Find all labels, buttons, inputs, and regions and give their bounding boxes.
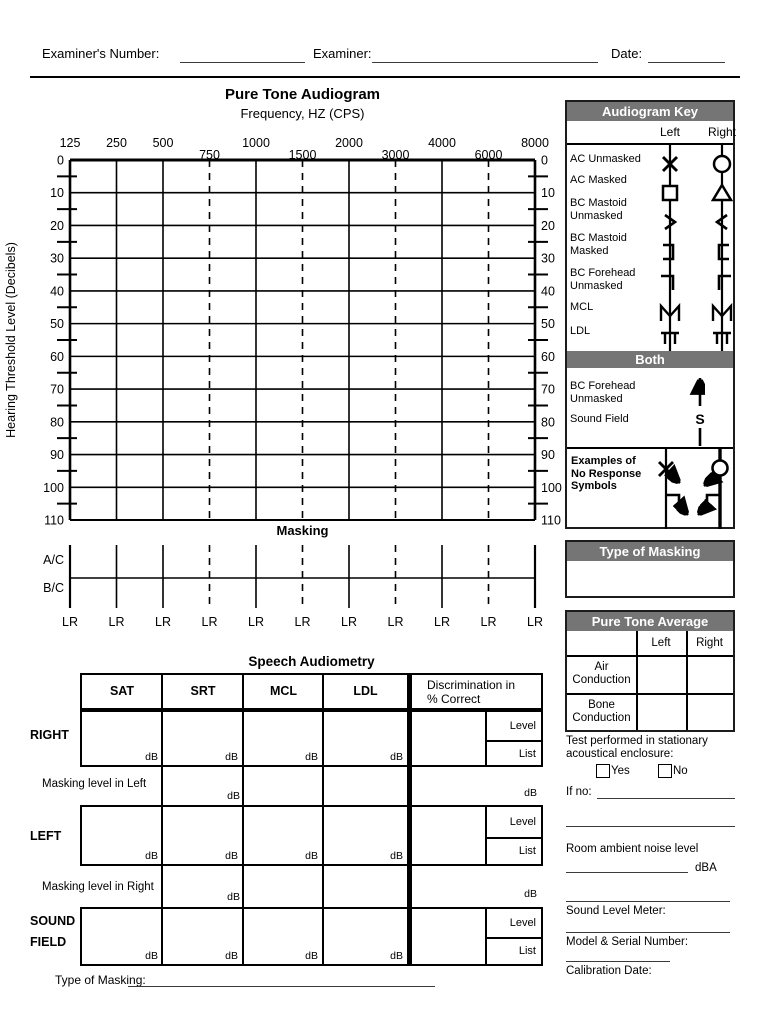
speech-row-right-label: RIGHT	[30, 728, 69, 742]
no-label: No	[673, 765, 688, 777]
sound-level-meter-blank[interactable]	[566, 888, 730, 902]
if-no-blank-1[interactable]	[597, 785, 735, 799]
level-list-divider	[485, 740, 541, 742]
level-label: Level	[509, 720, 536, 732]
pta-cell-air-left[interactable]	[638, 657, 685, 692]
key-row-label-ldl: LDL	[570, 325, 591, 337]
if-no-blank-2[interactable]	[566, 813, 735, 827]
frequency-tick-label: 8000	[521, 136, 549, 150]
type-of-masking-header: Type of Masking	[567, 542, 733, 561]
lr-label: LR	[341, 615, 357, 629]
enclosure-line2: acoustical enclosure:	[566, 748, 674, 760]
db-tick-label-right: 90	[541, 448, 555, 463]
masking-level-right-label: Masking level in Right	[42, 881, 154, 893]
speech-col-divider	[242, 712, 244, 765]
speech-right-row[interactable]	[80, 710, 543, 767]
sound-level-meter-label: Sound Level Meter:	[566, 905, 666, 917]
bracket-open-right-icon	[719, 245, 729, 259]
pta-cell-bone-right[interactable]	[688, 695, 732, 729]
both-section-header: Both	[567, 351, 733, 368]
lr-label: LR	[108, 615, 125, 629]
sound-field-s-symbol: S	[695, 411, 705, 427]
db-tick-label-left: 60	[50, 349, 64, 364]
speech-thick-divider	[407, 909, 412, 964]
db-unit-label: dB	[305, 949, 318, 962]
pta-bone-conduction-label: Bone Conduction	[572, 699, 631, 725]
pure-tone-average-panel	[565, 610, 735, 732]
audiogram-key-symbols	[567, 145, 733, 351]
db-tick-label-right: 20	[541, 218, 555, 233]
date-blank[interactable]	[648, 48, 725, 63]
db-unit-label: dB	[305, 750, 318, 763]
key-row-label-mcl: MCL	[570, 301, 594, 313]
db-tick-label-left: 10	[50, 186, 64, 201]
speech-sound-field-row[interactable]	[80, 907, 543, 966]
speech-col-divider	[322, 767, 324, 805]
speech-col-divider	[161, 909, 163, 964]
room-noise-label: Room ambient noise level	[566, 843, 699, 855]
db-tick-label-left: 90	[50, 448, 64, 463]
audiogram-grid[interactable]	[0, 126, 565, 636]
type-of-masking-blank[interactable]	[128, 972, 435, 987]
db-unit-label: dB	[524, 888, 537, 900]
speech-col-divider	[242, 909, 244, 964]
frequency-tick-label: 3000	[381, 148, 410, 162]
db-unit-label: dB	[145, 750, 158, 763]
db-tick-label-right: 60	[541, 349, 555, 364]
audiogram-key-panel	[565, 100, 735, 529]
db-tick-label-left: 80	[50, 415, 64, 430]
down-left-arrow-icon	[704, 475, 716, 486]
y-axis-title: Hearing Threshold Level (Decibels)	[4, 242, 18, 438]
bracket-no-response-right-icon	[707, 495, 719, 505]
db-unit-label: dB	[390, 750, 403, 763]
examiner-label: Examiner:	[313, 46, 372, 61]
db-unit-label: dB	[225, 949, 238, 962]
down-right-arrow-icon	[669, 473, 680, 483]
db-tick-label-right: 110	[541, 513, 561, 528]
pta-air-conduction-label: Air Conduction	[572, 661, 631, 687]
frequency-tick-label: 4000	[428, 136, 456, 150]
square-icon	[663, 186, 677, 200]
speech-col-divider	[322, 866, 324, 907]
if-no-label: If no:	[566, 786, 592, 798]
type-of-masking-entry-area[interactable]	[567, 561, 733, 596]
level-label: Level	[509, 816, 536, 828]
audiogram-key-header: Audiogram Key	[567, 102, 733, 121]
triangle-icon	[713, 185, 731, 200]
db-tick-label-right: 10	[541, 186, 555, 201]
pta-cell-bone-left[interactable]	[638, 695, 685, 729]
pure-tone-average-header: Pure Tone Average	[567, 612, 733, 631]
speech-col-sat: SAT	[109, 684, 135, 698]
db-tick-label-left: 0	[57, 153, 64, 168]
db-tick-label-right: 50	[541, 317, 555, 332]
speech-col-divider	[322, 807, 324, 864]
examiners-number-blank[interactable]	[180, 48, 305, 63]
speech-row-left-label: LEFT	[30, 829, 62, 843]
frequency-tick-label: 750	[199, 148, 220, 162]
corner-left-icon	[661, 276, 673, 290]
speech-col-divider	[161, 866, 163, 907]
db-unit-label: dB	[227, 891, 240, 903]
db-tick-label-right: 70	[541, 382, 555, 397]
audiogram-title: Pure Tone Audiogram	[224, 86, 380, 103]
frequency-tick-label: 6000	[474, 148, 503, 162]
bracket-open-left-icon	[663, 245, 673, 259]
corner-right-icon	[719, 276, 731, 290]
db-unit-label: dB	[305, 849, 318, 862]
no-response-symbols	[651, 449, 733, 529]
db-unit-label: dB	[145, 849, 158, 862]
frequency-tick-label: 2000	[335, 136, 363, 150]
key-row-label-bc-mastoid-masked: BC Mastoid Masked	[570, 232, 627, 257]
db-tick-label-left: 110	[44, 513, 64, 528]
speech-row-sound-field-label: SOUND FIELD	[30, 914, 76, 949]
db-tick-label-right: 80	[541, 415, 555, 430]
model-serial-blank[interactable]	[566, 919, 730, 933]
lr-label: LR	[155, 615, 171, 629]
lr-label: LR	[434, 615, 450, 629]
db-tick-label-left: 20	[50, 218, 64, 233]
masking-bc-label: B/C	[43, 581, 64, 595]
speech-thick-divider	[407, 712, 412, 765]
no-response-label: Examples of No Response Symbols	[571, 455, 642, 493]
both-bc-forehead-label: BC Forehead Unmasked	[570, 380, 636, 405]
lr-label: LR	[62, 615, 78, 629]
frequency-axis-title: Frequency, HZ (CPS)	[240, 106, 365, 121]
speech-thick-divider	[407, 767, 412, 805]
speech-col-divider	[322, 909, 324, 964]
db-unit-label: dB	[225, 849, 238, 862]
list-label: List	[518, 845, 536, 857]
speech-col-ldl: LDL	[353, 684, 378, 698]
examiners-number-label: Examiner's Number:	[42, 46, 160, 61]
speech-thick-divider	[407, 807, 412, 864]
speech-header-row	[80, 673, 543, 710]
yes-checkbox[interactable]	[596, 764, 610, 778]
db-tick-label-right: 0	[541, 153, 548, 168]
model-serial-label: Model & Serial Number:	[566, 936, 689, 948]
room-noise-blank[interactable]	[566, 859, 688, 873]
key-row-label-ac-masked: AC Masked	[570, 174, 627, 186]
level-label: Level	[509, 917, 536, 929]
speech-col-divider	[242, 866, 244, 907]
speech-left-row[interactable]	[80, 805, 543, 866]
db-tick-label-left: 70	[50, 382, 64, 397]
date-label: Date:	[611, 46, 643, 61]
speech-thick-divider	[407, 675, 412, 708]
list-label: List	[518, 945, 536, 957]
speech-col-divider	[242, 807, 244, 864]
speech-col-divider	[161, 807, 163, 864]
masking-strip-title: Masking	[276, 523, 329, 538]
circle-icon	[714, 156, 730, 172]
calibration-blank[interactable]	[566, 948, 670, 962]
down-right-arrow-icon	[679, 505, 688, 515]
type-of-masking-bottom-label: Type of Masking:	[55, 973, 146, 987]
calibration-label: Calibration Date:	[566, 965, 652, 977]
db-unit-label: dB	[390, 949, 403, 962]
db-unit-label: dB	[225, 750, 238, 763]
circle-no-response-icon	[713, 461, 728, 476]
db-tick-label-left: 50	[50, 317, 64, 332]
speech-col-mcl: MCL	[269, 684, 298, 698]
speech-col-divider	[161, 767, 163, 805]
lr-label: LR	[480, 615, 497, 629]
key-row-label-bc-mastoid-unmasked: BC Mastoid Unmasked	[570, 197, 627, 222]
pta-right-header: Right	[696, 637, 723, 649]
frequency-tick-label: 250	[106, 136, 127, 150]
level-list-divider	[485, 937, 541, 939]
both-symbols	[652, 368, 732, 447]
speech-col-discrimination: Discrimination in % Correct	[427, 678, 516, 706]
dba-label: dBA	[695, 862, 717, 874]
list-label: List	[518, 748, 536, 760]
header-divider	[30, 76, 740, 78]
db-tick-label-right: 40	[541, 284, 555, 299]
speech-col-divider	[242, 767, 244, 805]
lr-label: LR	[387, 615, 404, 629]
pta-cell-air-right[interactable]	[688, 657, 732, 692]
lr-label: LR	[294, 615, 311, 629]
masking-level-left-label: Masking level in Left	[42, 778, 147, 790]
frequency-tick-label: 125	[59, 136, 81, 150]
speech-audiometry-title: Speech Audiometry	[248, 654, 375, 669]
db-unit-label: dB	[145, 949, 158, 962]
db-tick-label-left: 40	[50, 284, 64, 299]
bracket-no-response-left-icon	[667, 495, 679, 505]
db-unit-label: dB	[524, 787, 537, 799]
speech-col-divider	[161, 712, 163, 765]
speech-thick-divider	[407, 866, 412, 907]
db-tick-label-left: 30	[50, 251, 64, 266]
frequency-tick-label: 500	[152, 136, 174, 150]
level-list-divider	[485, 837, 541, 839]
key-row-label-ac-unmasked: AC Unmasked	[570, 153, 641, 165]
enclosure-line1: Test performed in stationary	[566, 735, 708, 747]
frequency-tick-label: 1000	[242, 136, 270, 150]
frequency-tick-label: 1500	[288, 148, 317, 162]
db-tick-label-left: 100	[43, 480, 64, 495]
masking-ac-label: A/C	[43, 553, 64, 567]
type-of-masking-panel	[565, 540, 735, 598]
lr-label: LR	[248, 615, 264, 629]
yes-label: Yes	[611, 765, 630, 777]
speech-col-divider	[322, 712, 324, 765]
db-unit-label: dB	[390, 849, 403, 862]
speech-col-srt: SRT	[190, 684, 216, 698]
examiner-blank[interactable]	[372, 48, 598, 63]
db-tick-label-right: 30	[541, 251, 555, 266]
lr-label: LR	[527, 615, 543, 629]
key-left-column-header: Left	[659, 125, 680, 139]
both-sound-field-label: Sound Field	[570, 413, 629, 425]
key-right-column-header: Right	[707, 125, 736, 139]
db-tick-label-right: 100	[541, 480, 562, 495]
no-checkbox[interactable]	[658, 764, 672, 778]
key-row-label-bc-forehead-unmasked: BC Forehead Unmasked	[570, 267, 636, 292]
db-unit-label: dB	[227, 790, 240, 802]
lr-label: LR	[201, 615, 218, 629]
down-left-arrow-icon	[698, 505, 707, 515]
pta-left-header: Left	[651, 637, 671, 649]
